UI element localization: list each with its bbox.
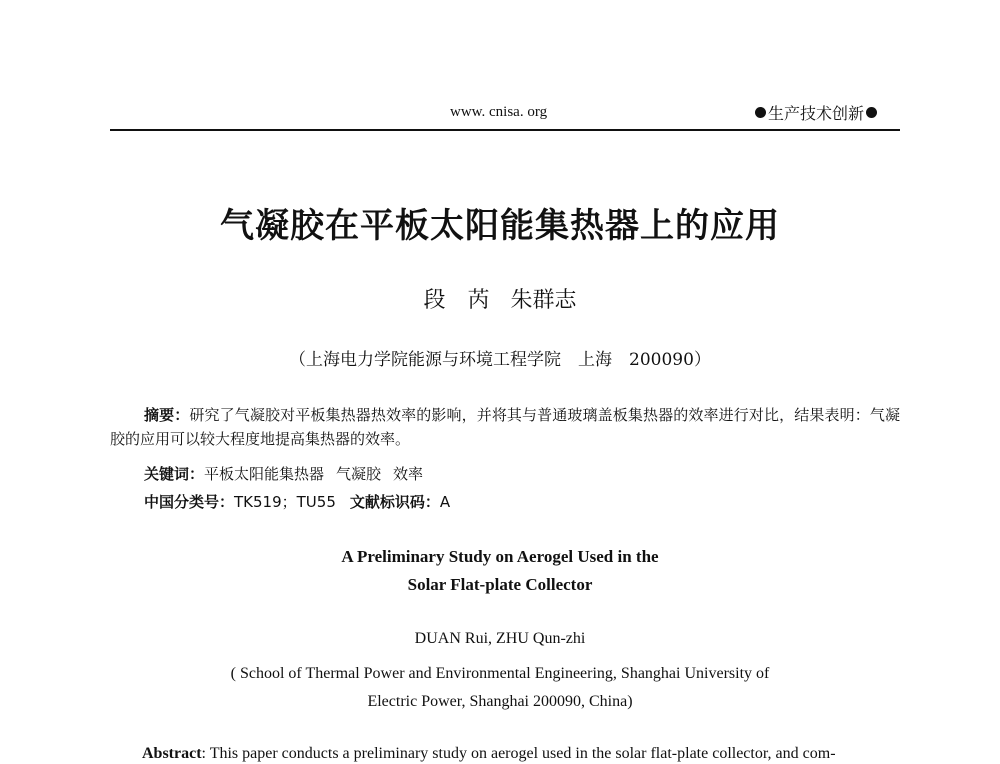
clc-value: TK519；TU55 bbox=[234, 493, 336, 511]
affiliation-en-line: ( School of Thermal Power and Environmental Engineering, Shanghai University of bbox=[230, 665, 770, 682]
paper-title-en bbox=[0, 543, 1000, 599]
authors-cn bbox=[0, 283, 1000, 314]
abstract-label-en: Abstract bbox=[142, 745, 202, 762]
title-en-line: Solar Flat-plate Collector bbox=[407, 575, 593, 594]
keyword: 平板太阳能集热器 bbox=[204, 465, 325, 483]
affiliation-cn: （上海电力学院能源与环境工程学院 上海 200090） bbox=[289, 350, 711, 370]
keyword: 气凝胶 bbox=[336, 465, 382, 483]
header-url: www. cnisa. org bbox=[450, 104, 548, 120]
doc-code-label: 文献标识码： bbox=[349, 493, 440, 511]
header-rule bbox=[110, 129, 900, 131]
affiliation-en bbox=[0, 660, 1000, 716]
authors-en: DUAN Rui, ZHU Qun-zhi bbox=[414, 630, 586, 647]
keyword: 效率 bbox=[393, 465, 424, 483]
keywords-cn bbox=[110, 462, 900, 486]
abstract-text-cn: 研究了气凝胶对平板集热器热效率的影响，并将其与普通玻璃盖板集热器的效率进行对比，结果表明：气凝胶的应用可以较大程度地提高集热器的效率。 bbox=[110, 406, 900, 448]
doc-code-value: A bbox=[439, 493, 451, 511]
abstract-text-en: : This paper conducts a preliminary study on aerogel used in the solar flat-plate collector, and com- bbox=[201, 745, 836, 762]
bullet-icon bbox=[755, 107, 766, 118]
abstract-cn bbox=[110, 403, 900, 451]
author-name: 段 芮 bbox=[423, 288, 490, 313]
bullet-icon bbox=[866, 107, 877, 118]
affiliation-en-line: Electric Power, Shanghai 200090, China) bbox=[367, 693, 633, 710]
author-name: 朱群志 bbox=[510, 288, 577, 313]
header-section-label: 生产技术创新 bbox=[768, 104, 865, 123]
paper-title-cn: 气凝胶在平板太阳能集热器上的应用 bbox=[220, 206, 780, 246]
keywords-label-cn: 关键词： bbox=[144, 465, 205, 483]
clc-label: 中国分类号： bbox=[144, 493, 235, 511]
title-en-line: A Preliminary Study on Aerogel Used in the bbox=[341, 547, 659, 566]
abstract-label-cn: 摘要： bbox=[144, 406, 190, 424]
header-section bbox=[755, 101, 877, 124]
classification-cn bbox=[110, 490, 900, 514]
abstract-en bbox=[142, 744, 902, 764]
